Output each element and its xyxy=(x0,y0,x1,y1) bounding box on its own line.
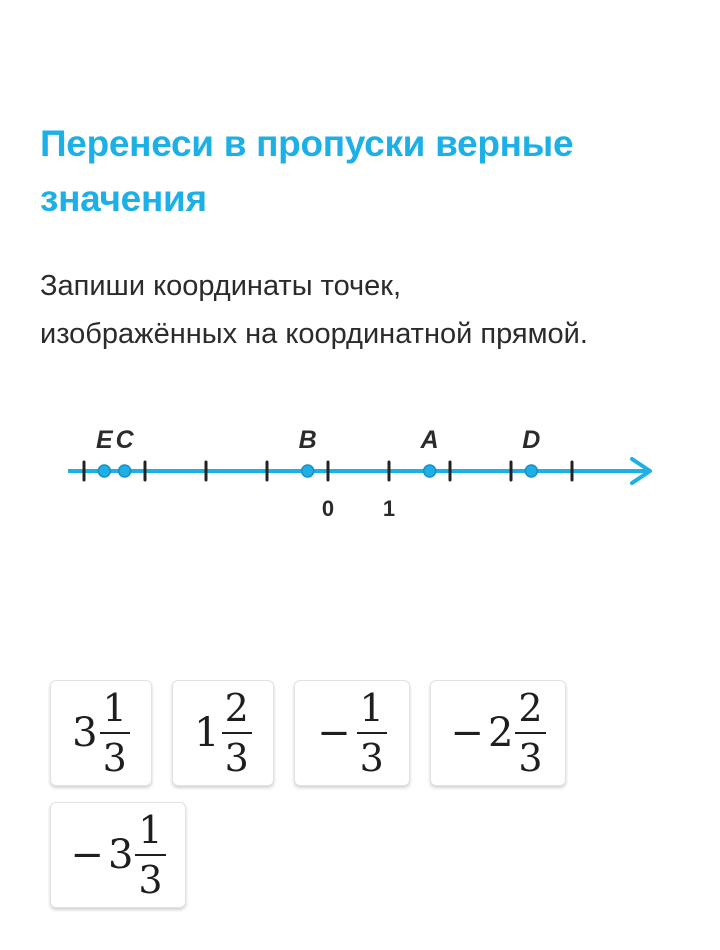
denominator: 3 xyxy=(102,736,127,780)
point-e xyxy=(98,465,110,477)
mixed-number xyxy=(194,687,252,779)
denominator: 3 xyxy=(138,858,163,902)
point-label-d: D xyxy=(522,426,541,454)
numerator: 2 xyxy=(518,686,543,730)
tick-label: 1 xyxy=(382,496,396,521)
answer-tile[interactable] xyxy=(172,680,274,786)
point-c xyxy=(119,465,131,477)
minus-sign: − xyxy=(70,832,104,878)
answer-tile[interactable] xyxy=(430,680,566,786)
mixed-number xyxy=(70,809,165,901)
coordinate-line xyxy=(0,410,720,530)
fraction-bar xyxy=(135,854,165,856)
instruction-line-1: Запиши координаты точек, xyxy=(40,270,402,302)
fraction xyxy=(135,809,165,901)
point-label-a: A xyxy=(420,426,439,454)
answer-tile[interactable] xyxy=(50,802,186,908)
mixed-number xyxy=(72,687,130,779)
whole-part: 1 xyxy=(194,710,220,756)
fraction-bar xyxy=(100,732,130,734)
fraction-bar xyxy=(222,732,252,734)
fraction xyxy=(357,687,387,779)
minus-sign: − xyxy=(450,710,484,756)
denominator: 3 xyxy=(224,736,249,780)
fraction xyxy=(515,687,545,779)
point-b xyxy=(302,465,314,477)
numerator: 1 xyxy=(359,686,384,730)
numerator: 1 xyxy=(102,686,127,730)
point-label-e: E xyxy=(95,426,113,454)
whole-part: 2 xyxy=(487,710,514,756)
whole-part: 3 xyxy=(107,832,134,878)
point-label-b: B xyxy=(298,426,317,454)
mixed-number xyxy=(450,687,545,779)
fraction xyxy=(222,687,252,779)
mixed-number xyxy=(317,687,387,779)
point-d xyxy=(525,465,537,477)
fraction-bar xyxy=(357,732,387,734)
denominator: 3 xyxy=(359,736,384,780)
task-instruction xyxy=(40,262,700,358)
answer-tile[interactable] xyxy=(294,680,410,786)
whole-part: 3 xyxy=(72,710,98,756)
point-label-c: C xyxy=(115,426,134,454)
fraction-bar xyxy=(515,732,545,734)
numerator: 1 xyxy=(138,808,163,852)
task-title: Перенеси в пропуски верные значения xyxy=(40,123,574,219)
tick-label: 0 xyxy=(321,496,335,521)
numerator: 2 xyxy=(224,686,249,730)
fraction xyxy=(100,687,130,779)
point-a xyxy=(424,465,436,477)
instruction-line-2: изображённых на координатной прямой. xyxy=(40,318,588,350)
minus-sign: − xyxy=(317,710,351,756)
denominator: 3 xyxy=(518,736,543,780)
answer-tile[interactable] xyxy=(50,680,152,786)
